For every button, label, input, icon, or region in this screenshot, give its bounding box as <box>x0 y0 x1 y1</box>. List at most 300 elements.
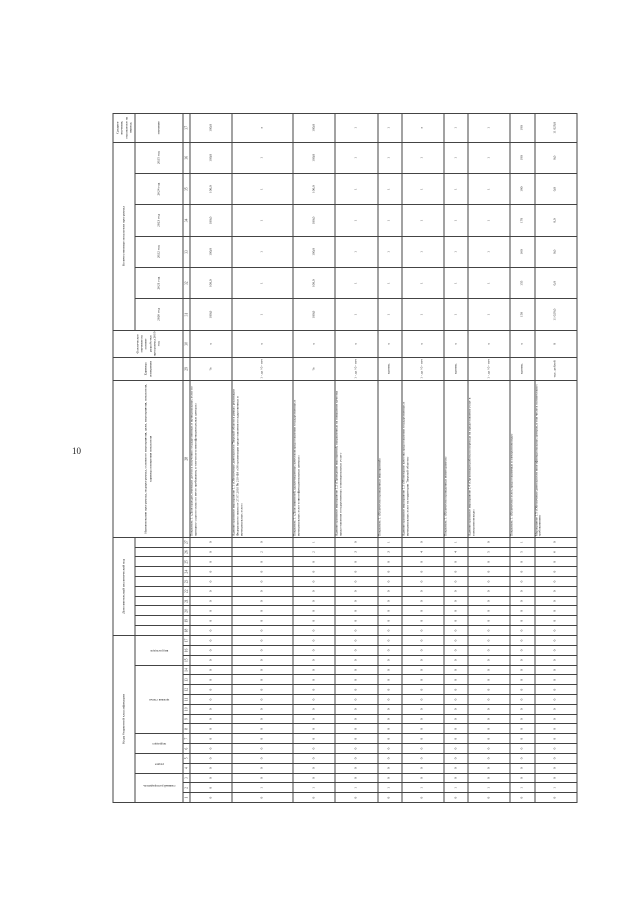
code-cell-text: 0 <box>386 610 391 612</box>
code-cell <box>402 773 444 783</box>
code-cell-text: 0 <box>259 629 264 632</box>
code-cell-text: 0 <box>386 698 391 701</box>
column-number <box>183 557 190 567</box>
code-cell-text: 0 <box>208 777 213 779</box>
code-cell-text: 0 <box>552 688 557 691</box>
row-year-value-text: 1 <box>453 250 458 253</box>
row-year-value-text: 1 <box>486 313 491 316</box>
column-number-text: 19 <box>184 618 189 623</box>
code-cell <box>378 685 402 695</box>
code-cell <box>510 646 534 656</box>
code-cell-text: 0 <box>486 718 491 720</box>
row-year-value <box>378 142 402 173</box>
row-year-value-text: 1 <box>386 250 391 253</box>
row-average-value-text: 100,0 <box>311 123 316 132</box>
code-cell <box>190 537 232 547</box>
code-cell <box>232 724 293 734</box>
code-cell <box>468 616 510 626</box>
code-cell-text: 0 <box>386 708 391 711</box>
code-cell <box>468 734 510 744</box>
column-header-year-text: 2021 год <box>156 276 161 290</box>
code-cell-text: 0 <box>552 679 557 681</box>
code-cell-text: 0 <box>386 718 391 720</box>
code-cell <box>444 753 468 763</box>
row-average-value <box>232 114 293 143</box>
row-year-value <box>444 142 468 173</box>
row-year-value <box>510 173 534 204</box>
code-cell <box>378 596 402 606</box>
column-header-year <box>135 268 183 299</box>
code-cell-text: 0 <box>311 610 316 612</box>
row-base-value-text: x <box>519 342 524 345</box>
code-cell-text: 0 <box>208 796 213 799</box>
code-cell-text: 0 <box>353 629 358 632</box>
row-year-value-text: 100,0 <box>311 248 316 256</box>
code-cell <box>190 616 232 626</box>
code-cell-text: 0 <box>453 747 458 750</box>
row-year-value <box>402 299 444 330</box>
code-cell-text: 0 <box>311 728 316 730</box>
code-cell <box>535 675 577 685</box>
code-cell-text: 0 <box>259 796 264 799</box>
code-cell-text: 0 <box>353 590 358 593</box>
budget-subheader <box>135 665 183 734</box>
code-cell <box>444 734 468 744</box>
table-row <box>190 114 232 803</box>
code-cell-text: 0 <box>486 767 491 770</box>
row-unit-text: тыс. рублей <box>552 360 557 378</box>
code-cell-text: 0 <box>486 777 491 779</box>
code-cell <box>468 557 510 567</box>
code-cell <box>378 547 402 557</box>
program-code-subheader <box>135 606 183 616</box>
code-cell <box>190 734 232 744</box>
row-average-value-text: 1 <box>386 126 391 129</box>
code-cell-text: 0 <box>386 649 391 652</box>
row-average-value-text: 1 <box>353 126 358 129</box>
row-year-value-text: 1 <box>419 250 424 253</box>
code-cell-text: 0 <box>386 737 391 740</box>
code-cell-text: 0 <box>353 619 358 622</box>
row-year-value-text: 190 <box>519 155 524 161</box>
code-cell <box>378 675 402 685</box>
code-cell <box>468 586 510 596</box>
code-cell <box>510 704 534 714</box>
code-cell-text: 0 <box>453 679 458 681</box>
row-year-value-text: 1 <box>259 188 264 190</box>
code-cell <box>378 753 402 763</box>
row-year-value <box>510 299 534 330</box>
code-cell-text: 0 <box>353 669 358 671</box>
row-year-value <box>232 205 293 236</box>
row-year-value-text: 1 <box>259 313 264 316</box>
code-cell <box>293 685 335 695</box>
column-number-text: 21 <box>184 599 189 603</box>
code-cell <box>444 744 468 754</box>
budget-subheader <box>135 635 183 665</box>
row-unit-text: % <box>208 367 213 371</box>
code-cell <box>232 773 293 783</box>
row-year-value-text: 1 <box>453 156 458 159</box>
row-unit-text: единиц <box>386 363 391 375</box>
column-number <box>183 173 190 204</box>
row-base-value-text: x <box>353 342 358 345</box>
row-unit-text: единиц <box>519 363 524 375</box>
code-cell <box>468 567 510 577</box>
column-number <box>183 655 190 665</box>
code-cell <box>293 616 335 626</box>
code-cell-text: 0 <box>552 698 557 701</box>
code-cell <box>293 753 335 763</box>
code-cell-text: 0 <box>419 669 424 671</box>
code-cell-text: 0 <box>552 718 557 720</box>
code-cell <box>378 773 402 783</box>
code-cell <box>444 537 468 547</box>
code-cell <box>444 695 468 705</box>
row-year-value-text: 180 <box>519 186 524 192</box>
code-cell-text: 0 <box>552 629 557 632</box>
column-header-year-text: значение <box>156 121 161 135</box>
code-cell <box>510 577 534 587</box>
code-cell-text: 0 <box>552 708 557 711</box>
code-cell-text: 0 <box>552 737 557 740</box>
row-year-value-text: 1 <box>386 219 391 222</box>
row-year-value <box>510 236 534 267</box>
code-cell <box>232 783 293 793</box>
code-cell <box>468 655 510 665</box>
code-cell <box>402 616 444 626</box>
row-year-value <box>535 299 577 330</box>
code-cell-text: 0 <box>353 747 358 750</box>
code-cell-text: 0 <box>486 698 491 701</box>
code-cell-text: 0 <box>419 600 424 602</box>
code-cell <box>510 773 534 783</box>
code-cell <box>535 753 577 763</box>
code-cell-text: 0 <box>486 659 491 662</box>
budget-subheader <box>135 773 183 802</box>
column-header-year-text: 2023 год <box>156 214 161 227</box>
code-cell <box>402 744 444 754</box>
code-cell-text: 0 <box>486 737 491 740</box>
code-cell-text: 0 <box>386 560 391 563</box>
column-number-text: 7 <box>184 737 189 740</box>
code-cell <box>378 793 402 803</box>
code-cell <box>535 714 577 724</box>
code-cell-text: 0 <box>453 757 458 760</box>
code-cell <box>535 626 577 636</box>
program-code-subheader <box>135 557 183 567</box>
row-year-value <box>293 236 335 267</box>
code-cell-text: 0 <box>311 590 316 593</box>
code-cell-text: 0 <box>419 560 424 563</box>
code-cell-text: 0 <box>519 728 524 730</box>
code-cell-text: 1 <box>552 786 557 789</box>
code-cell <box>378 616 402 626</box>
column-number <box>183 763 190 773</box>
row-year-value-text: 100,0 <box>311 185 316 193</box>
row-unit-text: 1 - да / 0 - нет <box>259 359 264 379</box>
code-cell-text: 0 <box>386 659 391 662</box>
code-cell-text: 0 <box>353 708 358 711</box>
code-cell-text: 0 <box>419 796 424 799</box>
code-cell-text: 0 <box>419 619 424 622</box>
code-cell-text: 0 <box>453 629 458 632</box>
code-cell <box>378 714 402 724</box>
code-cell <box>232 665 293 675</box>
code-cell <box>232 616 293 626</box>
column-number <box>183 665 190 675</box>
row-year-value-text: 1 <box>386 282 391 285</box>
code-cell <box>378 586 402 596</box>
code-cell <box>468 646 510 656</box>
row-year-value-text: 170 <box>519 217 524 224</box>
code-cell <box>378 704 402 714</box>
code-cell <box>468 577 510 587</box>
code-cell-text: 0 <box>353 737 358 740</box>
code-cell-text: 1 <box>386 786 391 789</box>
code-cell-text: 0 <box>519 619 524 622</box>
code-cell-text: 0 <box>208 580 213 583</box>
code-cell <box>190 567 232 577</box>
code-cell <box>468 596 510 606</box>
code-cell <box>232 557 293 567</box>
row-year-value-text: 1 <box>419 282 424 285</box>
row-year-value-text: 1 <box>419 156 424 159</box>
row-average-value <box>293 114 335 143</box>
row-description <box>510 380 534 537</box>
row-year-value <box>232 268 293 299</box>
code-cell <box>335 635 377 645</box>
code-cell <box>468 704 510 714</box>
code-cell-text: 0 <box>453 649 458 652</box>
code-cell <box>510 695 534 705</box>
code-cell <box>535 586 577 596</box>
code-cell-text: 0 <box>486 728 491 730</box>
column-number <box>183 330 190 357</box>
code-cell-text: 0 <box>259 698 264 701</box>
code-cell <box>535 793 577 803</box>
code-cell-text: 0 <box>259 757 264 760</box>
code-cell-text: 0 <box>259 718 264 720</box>
column-number <box>183 695 190 705</box>
table-row <box>293 114 335 803</box>
row-description-text: Административное мероприятие 1.3 «Мониторинг качества предоставления государственных и муниципальных услуг на территории Тверской области» <box>401 401 410 537</box>
budget-subheader <box>135 753 183 773</box>
code-cell-text: 0 <box>386 728 391 730</box>
code-cell <box>190 635 232 645</box>
code-cell-text: 0 <box>419 659 424 662</box>
code-cell <box>535 577 577 587</box>
code-cell <box>335 606 377 616</box>
code-cell <box>232 606 293 616</box>
code-cell-text: 0 <box>419 708 424 711</box>
row-year-value <box>402 236 444 267</box>
code-cell <box>335 626 377 636</box>
code-cell <box>232 547 293 557</box>
budget-subheader-text: вид расходов <box>150 649 168 654</box>
code-cell <box>468 547 510 557</box>
row-year-value-text: 1 <box>353 282 358 285</box>
row-year-value <box>335 205 377 236</box>
code-cell <box>402 586 444 596</box>
code-cell-text: 0 <box>259 570 264 573</box>
row-year-value-text: 100,0 <box>208 185 213 193</box>
row-average-value <box>378 114 402 143</box>
code-cell <box>444 586 468 596</box>
code-cell <box>190 714 232 724</box>
row-year-value <box>190 173 232 204</box>
row-description-text: Административное мероприятие 1.1 «Обеспечение деятельности Тверской области в рамках реализации Федерального закона от 27.07.2010 № 210-ФЗ «Об организации предоставления государственных и муниципальных услуг» <box>231 389 244 537</box>
program-code-subheader <box>135 596 183 606</box>
code-cell <box>335 773 377 783</box>
code-cell <box>535 635 577 645</box>
code-cell <box>190 547 232 557</box>
code-cell <box>378 537 402 547</box>
column-header-name-text: Наименование программы, подпрограммы, основного мероприятия, цели, мероприятия, показателя, единица измерения показателя <box>143 384 152 534</box>
column-number <box>183 724 190 734</box>
code-cell <box>335 537 377 547</box>
code-cell-text: 0 <box>386 688 391 691</box>
code-cell <box>468 675 510 685</box>
code-cell-text: 0 <box>453 560 458 563</box>
column-number <box>183 734 190 744</box>
table-row <box>232 114 293 803</box>
table-row <box>444 114 468 803</box>
code-cell-text: 0 <box>519 757 524 760</box>
code-cell-text: 0 <box>208 747 213 750</box>
code-cell-text: 0 <box>453 728 458 730</box>
code-cell-text: 0 <box>519 737 524 740</box>
code-cell <box>444 567 468 577</box>
code-cell-text: 0 <box>259 649 264 652</box>
code-cell-text: 0 <box>519 639 524 642</box>
code-cell <box>535 724 577 734</box>
row-year-value <box>535 205 577 236</box>
code-cell-text: 0 <box>259 541 264 544</box>
code-cell-text: 0 <box>311 629 316 632</box>
code-cell-text: 0 <box>486 580 491 583</box>
row-unit-text: 1 - да / 0 - нет <box>353 359 358 379</box>
row-average-value <box>510 114 534 143</box>
code-cell <box>510 763 534 773</box>
code-cell <box>444 714 468 724</box>
code-cell-text: 0 <box>259 619 264 622</box>
code-cell-text: 0 <box>552 777 557 779</box>
code-cell <box>510 744 534 754</box>
code-cell <box>378 606 402 616</box>
column-number-text: 6 <box>184 747 189 750</box>
row-year-value <box>468 142 510 173</box>
code-cell-text: 0 <box>486 796 491 799</box>
code-cell <box>232 626 293 636</box>
code-cell-text: 0 <box>208 698 213 701</box>
code-cell <box>190 626 232 636</box>
code-cell <box>335 547 377 557</box>
row-unit <box>335 357 377 380</box>
code-cell-text: 0 <box>353 639 358 642</box>
code-cell <box>293 557 335 567</box>
code-cell-text: 0 <box>208 639 213 642</box>
row-year-value <box>378 236 402 267</box>
code-cell <box>378 646 402 656</box>
code-cell-text: 0 <box>208 560 213 563</box>
row-year-value-text: 0,0 <box>552 249 557 254</box>
code-cell-text: 0 <box>208 659 213 662</box>
column-number-text: 24 <box>184 569 189 574</box>
row-description <box>190 380 232 537</box>
code-cell <box>232 793 293 803</box>
column-number <box>183 704 190 714</box>
code-cell <box>535 547 577 557</box>
row-year-value-text: 1 <box>386 188 391 190</box>
code-cell <box>468 685 510 695</box>
code-cell-text: 0 <box>453 777 458 779</box>
code-cell-text: 0 <box>311 747 316 750</box>
code-cell <box>510 734 534 744</box>
column-header-year <box>135 236 183 267</box>
code-cell-text: 0 <box>386 747 391 750</box>
program-code-header-text: Дополнительный аналитический код <box>121 558 126 614</box>
code-cell-text: 0 <box>259 659 264 662</box>
column-number <box>183 577 190 587</box>
code-cell <box>402 763 444 773</box>
code-cell <box>335 646 377 656</box>
code-cell-text: 0 <box>353 698 358 701</box>
code-cell <box>510 675 534 685</box>
code-cell <box>378 763 402 773</box>
row-year-value <box>402 173 444 204</box>
column-number-text: 5 <box>184 757 189 760</box>
code-cell <box>335 685 377 695</box>
column-number-text: 26 <box>184 550 189 554</box>
code-cell <box>402 724 444 734</box>
code-cell-text: 0 <box>386 777 391 779</box>
column-number <box>183 646 190 656</box>
row-year-value <box>190 299 232 330</box>
column-number-text: 22 <box>184 589 189 594</box>
code-cell <box>535 537 577 547</box>
code-cell <box>335 724 377 734</box>
code-cell <box>402 685 444 695</box>
row-year-value-text: 100,0 <box>208 216 213 225</box>
row-year-value-text: 100,0 <box>208 310 213 319</box>
row-year-value-text: 100,0 <box>208 279 213 288</box>
row-average-value <box>335 114 377 143</box>
code-cell <box>402 783 444 793</box>
column-number-text: 20 <box>184 609 189 613</box>
row-year-value-text: 1 <box>486 156 491 159</box>
row-year-value-text: 1 <box>386 313 391 316</box>
code-cell-text: 0 <box>486 560 491 563</box>
code-cell <box>190 744 232 754</box>
row-unit <box>402 357 444 380</box>
row-unit <box>535 357 577 380</box>
row-year-value-text: 100,0 <box>311 279 316 288</box>
row-description <box>444 380 468 537</box>
code-cell <box>190 596 232 606</box>
row-year-value-text: 155 <box>519 280 524 286</box>
code-cell <box>190 577 232 587</box>
row-base-value <box>444 330 468 357</box>
code-cell <box>402 665 444 675</box>
code-cell-text: 0 <box>208 600 213 602</box>
column-number <box>183 783 190 793</box>
code-cell <box>468 724 510 734</box>
program-code-subheader <box>135 577 183 587</box>
code-cell-text: 0 <box>353 757 358 760</box>
row-year-value-text: 1 <box>453 219 458 222</box>
budget-subheader <box>135 734 183 754</box>
